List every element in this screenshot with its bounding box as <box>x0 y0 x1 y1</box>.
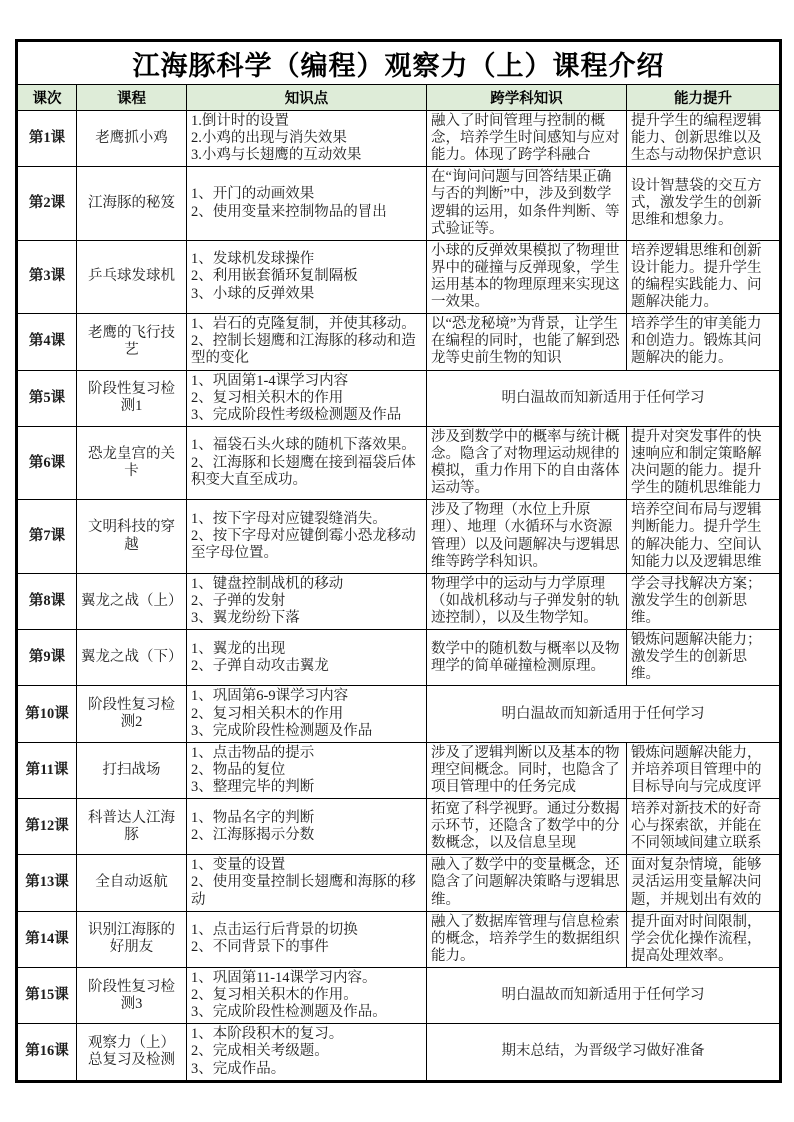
course-name-cell: 老鹰抓小鸡 <box>77 111 187 167</box>
knowledge-points-cell <box>187 630 427 686</box>
knowledge-point: 2、子弹自动攻击翼龙 <box>191 657 329 674</box>
knowledge-point: 1、翼龙的出现 <box>191 640 286 657</box>
column-header-ability: 能力提升 <box>627 85 781 111</box>
knowledge-point: 2、不同背景下的事件 <box>191 939 329 956</box>
course-name-cell: 观察力（上）总复习及检测 <box>77 1024 187 1081</box>
page-title: 江海豚科学（编程）观察力（上）课程介绍 <box>17 41 781 85</box>
knowledge-point: 1、巩固第11-14课学习内容。 <box>191 970 377 987</box>
cross-knowledge-cell: 融入了数据库管理与信息检索的概念，培养学生的数据组织能力。 <box>427 911 627 967</box>
ability-cell: 提升对突发事件的快速响应和制定策略解决问题的能力。提升学生的随机思维能力 <box>627 426 781 499</box>
ability-cell: 提升面对时间限制，学会优化操作流程，提高处理效率。 <box>627 911 781 967</box>
column-header-course: 课程 <box>77 85 187 111</box>
merged-note-cell: 明白温故而知新适用于任何学习 <box>427 370 781 426</box>
knowledge-points-cell <box>187 855 427 911</box>
ability-cell: 提升学生的编程逻辑能力、创新思维以及生态与动物保护意识 <box>627 111 781 167</box>
table-row <box>17 968 781 1024</box>
knowledge-point: 2、使用变量来控制物品的冒出 <box>191 203 387 220</box>
knowledge-point: 1、按下字母对应键裂缝消失。 <box>191 510 387 527</box>
table-row <box>17 370 781 426</box>
cross-knowledge-cell: 小球的反弹效果模拟了物理世界中的碰撞与反弹现象，学生运用基本的物理原理来实现这一效果。 <box>427 240 627 313</box>
table-row <box>17 314 781 370</box>
knowledge-points-cell <box>187 968 427 1024</box>
knowledge-points-cell <box>187 426 427 499</box>
table-row <box>17 500 781 573</box>
course-name-cell: 阶段性复习检测2 <box>77 686 187 742</box>
knowledge-point: 1、变量的设置 <box>191 857 286 874</box>
knowledge-point: 2、复习相关积木的作用。 <box>191 987 358 1004</box>
table-row <box>17 573 781 629</box>
ability-cell: 面对复杂情境，能够灵活运用变量解决问题，并规划出有效的 <box>627 855 781 911</box>
knowledge-point: 1、点击运行后背景的切换 <box>191 922 358 939</box>
course-name-cell: 恐龙皇宫的关卡 <box>77 426 187 499</box>
lesson-number-cell: 第8课 <box>17 573 77 629</box>
course-name-cell: 文明科技的穿越 <box>77 500 187 573</box>
knowledge-point: 1、岩石的克隆复制，并使其移动。 <box>191 316 416 333</box>
table-row <box>17 630 781 686</box>
knowledge-point: 2、物品的复位 <box>191 761 286 778</box>
knowledge-point: 1、巩固第6-9课学习内容 <box>191 688 349 705</box>
lesson-number-cell: 第1课 <box>17 111 77 167</box>
lesson-number-cell: 第12课 <box>17 799 77 855</box>
course-name-cell: 科普达人江海豚 <box>77 799 187 855</box>
knowledge-points-cell <box>187 500 427 573</box>
course-table <box>15 39 782 1083</box>
lesson-number-cell: 第15课 <box>17 968 77 1024</box>
lesson-number-cell: 第9课 <box>17 630 77 686</box>
knowledge-point: 3、完成作品。 <box>191 1060 286 1077</box>
course-name-cell: 全自动返航 <box>77 855 187 911</box>
merged-note-cell: 期末总结，为晋级学习做好准备 <box>427 1024 781 1081</box>
knowledge-points-cell <box>187 911 427 967</box>
title-row <box>17 41 781 85</box>
lesson-number-cell: 第6课 <box>17 426 77 499</box>
lesson-number-cell: 第5课 <box>17 370 77 426</box>
cross-knowledge-cell: 在“询问问题与回答结果正确与否的判断”中，涉及到数学逻辑的运用，如条件判断、等式验证等。 <box>427 167 627 240</box>
knowledge-points-cell <box>187 686 427 742</box>
knowledge-point: 2、复习相关积木的作用 <box>191 705 344 722</box>
course-name-cell: 江海豚的秘笈 <box>77 167 187 240</box>
knowledge-points-cell <box>187 314 427 370</box>
cross-knowledge-cell: 物理学中的运动与力学原理（如战机移动与子弹发射的轨迹控制），以及生物学知。 <box>427 573 627 629</box>
knowledge-point: 1、本阶段积木的复习。 <box>191 1026 344 1043</box>
table-row <box>17 742 781 798</box>
course-name-cell: 阶段性复习检测1 <box>77 370 187 426</box>
course-name-cell: 阶段性复习检测3 <box>77 968 187 1024</box>
knowledge-point: 2、利用嵌套循环复制隔板 <box>191 268 358 285</box>
knowledge-point: 2、江海豚揭示分数 <box>191 826 315 843</box>
merged-note-cell: 明白温故而知新适用于任何学习 <box>427 686 781 742</box>
cross-knowledge-cell: 涉及了逻辑判断以及基本的物理空间概念。同时，也隐含了项目管理中的任务完成 <box>427 742 627 798</box>
ability-cell: 培养学生的审美能力和创造力。锻炼其问题解决的能力。 <box>627 314 781 370</box>
ability-cell: 培养逻辑思维和创新设计能力。提升学生的编程实践能力、问题解决能力。 <box>627 240 781 313</box>
lesson-number-cell: 第7课 <box>17 500 77 573</box>
lesson-number-cell: 第3课 <box>17 240 77 313</box>
knowledge-point: 1、物品名字的判断 <box>191 809 315 826</box>
knowledge-point: 1、福袋石头火球的随机下落效果。 <box>191 437 416 454</box>
knowledge-points-cell <box>187 370 427 426</box>
knowledge-point: 3、小球的反弹效果 <box>191 285 315 302</box>
cross-knowledge-cell: 数学中的随机数与概率以及物理学的简单碰撞检测原理。 <box>427 630 627 686</box>
cross-knowledge-cell: 涉及到数学中的概率与统计概念。隐含了对物理运动规律的模拟，重力作用下的自由落体运动等。 <box>427 426 627 499</box>
knowledge-point: 1、键盘控制战机的移动 <box>191 575 344 592</box>
lesson-number-cell: 第10课 <box>17 686 77 742</box>
header-row <box>17 85 781 111</box>
knowledge-point: 3、完成阶段性考级检测题及作品 <box>191 406 402 423</box>
knowledge-points-cell <box>187 111 427 167</box>
table-row <box>17 911 781 967</box>
merged-note-cell: 明白温故而知新适用于任何学习 <box>427 968 781 1024</box>
knowledge-point: 3、完成阶段性检测题及作品。 <box>191 1004 387 1021</box>
lesson-number-cell: 第2课 <box>17 167 77 240</box>
table-row <box>17 855 781 911</box>
knowledge-point: 1.倒计时的设置 <box>191 113 289 129</box>
knowledge-point: 1、开门的动画效果 <box>191 186 315 203</box>
lesson-number-cell: 第4课 <box>17 314 77 370</box>
course-table-body <box>17 111 781 1082</box>
cross-knowledge-cell: 融入了数学中的变量概念，还隐含了问题解决策略与逻辑思维。 <box>427 855 627 911</box>
table-row <box>17 686 781 742</box>
table-row <box>17 240 781 313</box>
cross-knowledge-cell: 涉及了物理（水位上升原理）、地理（水循环与水资源管理）以及问题解决与逻辑思维等跨学科知识。 <box>427 500 627 573</box>
ability-cell: 设计智慧袋的交互方式，激发学生的创新思维和想象力。 <box>627 167 781 240</box>
column-header-points: 知识点 <box>187 85 427 111</box>
knowledge-points-cell <box>187 167 427 240</box>
knowledge-point: 1、发球机发球操作 <box>191 251 315 268</box>
course-name-cell: 老鹰的飞行技艺 <box>77 314 187 370</box>
lesson-number-cell: 第11课 <box>17 742 77 798</box>
ability-cell: 学会寻找解决方案；激发学生的创新思维。 <box>627 573 781 629</box>
knowledge-point: 1、巩固第1-4课学习内容 <box>191 372 349 389</box>
cross-knowledge-cell: 融入了时间管理与控制的概念，培养学生时间感知与应对能力。体现了跨学科融合 <box>427 111 627 167</box>
knowledge-point: 3.小鸡与长翅鹰的互动效果 <box>191 147 362 164</box>
ability-cell: 锻炼问题解决能力；激发学生的创新思维。 <box>627 630 781 686</box>
cross-knowledge-cell: 以“恐龙秘境”为背景，让学生在编程的同时，也能了解到恐龙等史前生物的知识 <box>427 314 627 370</box>
table-row <box>17 167 781 240</box>
course-name-cell: 翼龙之战（上） <box>77 573 187 629</box>
knowledge-point: 3、整理完毕的判断 <box>191 778 315 795</box>
table-row <box>17 799 781 855</box>
ability-cell: 培养对新技术的好奇心与探索欲，并能在不同领域间建立联系 <box>627 799 781 855</box>
lesson-number-cell: 第14课 <box>17 911 77 967</box>
course-name-cell: 乒乓球发球机 <box>77 240 187 313</box>
course-name-cell: 识别江海豚的好朋友 <box>77 911 187 967</box>
knowledge-point: 3、翼龙纷纷下落 <box>191 609 300 626</box>
knowledge-point: 2、使用变量控制长翅鹰和海豚的移动 <box>191 874 416 908</box>
knowledge-points-cell <box>187 742 427 798</box>
knowledge-point: 1、点击物品的提示 <box>191 744 315 761</box>
table-row <box>17 111 781 167</box>
knowledge-points-cell <box>187 573 427 629</box>
knowledge-point: 2、子弹的发射 <box>191 592 286 609</box>
knowledge-point: 3、完成阶段性检测题及作品 <box>191 722 373 739</box>
knowledge-point: 2、复习相关积木的作用 <box>191 389 344 406</box>
cross-knowledge-cell: 拓宽了科学视野。通过分数揭示环节，还隐含了数学中的分数概念，以及信息呈现 <box>427 799 627 855</box>
knowledge-point: 2、江海豚和长翅鹰在接到福袋后体积变大直至成功。 <box>191 454 416 488</box>
lesson-number-cell: 第16课 <box>17 1024 77 1081</box>
knowledge-point: 2、按下字母对应键倒霉小恐龙移动至字母位置。 <box>191 527 416 562</box>
table-row <box>17 1024 781 1081</box>
course-name-cell: 打扫战场 <box>77 742 187 798</box>
column-header-lesson: 课次 <box>17 85 77 111</box>
course-name-cell: 翼龙之战（下） <box>77 630 187 686</box>
knowledge-points-cell <box>187 1024 427 1081</box>
knowledge-point: 2、完成相关考级题。 <box>191 1043 329 1060</box>
knowledge-point: 2、控制长翅鹰和江海豚的移动和造型的变化 <box>191 333 416 367</box>
knowledge-points-cell <box>187 799 427 855</box>
column-header-cross: 跨学科知识 <box>427 85 627 111</box>
table-row <box>17 426 781 499</box>
ability-cell: 培养空间布局与逻辑判断能力。提升学生的解决能力、空间认知能力以及逻辑思维 <box>627 500 781 573</box>
knowledge-point: 2.小鸡的出现与消失效果 <box>191 130 347 147</box>
ability-cell: 锻炼问题解决能力，并培养项目管理中的目标导向与完成度评 <box>627 742 781 798</box>
knowledge-points-cell <box>187 240 427 313</box>
lesson-number-cell: 第13课 <box>17 855 77 911</box>
